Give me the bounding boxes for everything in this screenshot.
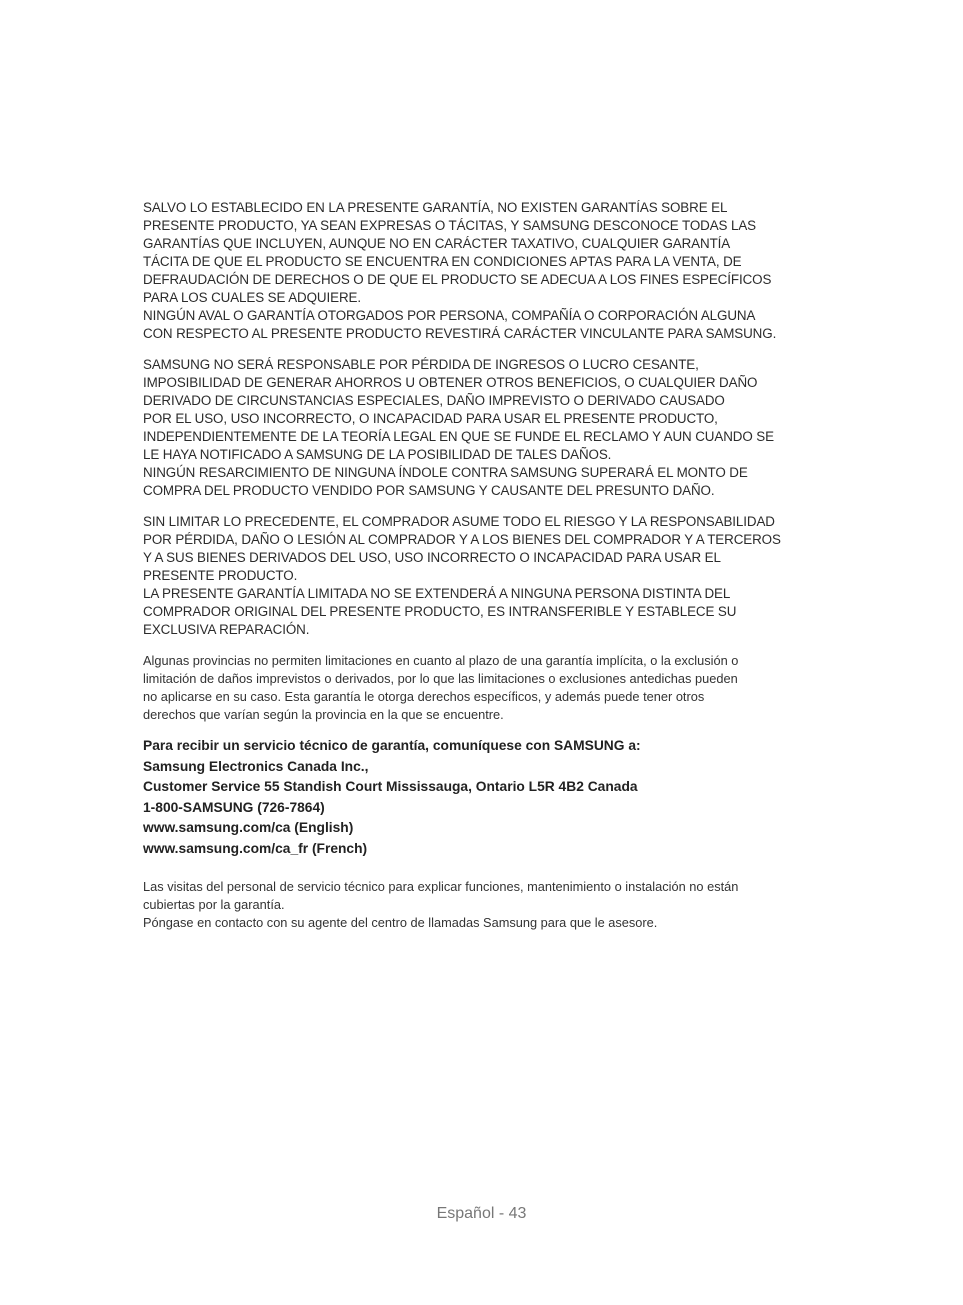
contact-company: Samsung Electronics Canada Inc., [143,758,369,774]
contact-address: Customer Service 55 Standish Court Mississauga, Ontario L5R 4B2 Canada [143,779,638,794]
contact-block [143,736,843,859]
contact-heading: Para recibir un servicio técnico de garantía, comuníquese con SAMSUNG a: [143,738,641,753]
warranty-text [143,199,843,932]
paragraph-provincial-rights: Algunas provincias no permiten limitaciones en cuanto al plazo de una garantía implícita, o la exclusión o limitación de daños imprevistos o derivados, por lo que las limitaciones o exclusiones antedichas pueden no aplicarse en su caso. Esta garantía le otorga derechos específicos, y además puede tener otros derechos que varían según la provincia en la que se encuentre. [143,653,739,722]
contact-phone: 1-800-SAMSUNG (726-7864) [143,799,325,815]
contact-web-french: www.samsung.com/ca_fr (French) [143,840,368,856]
contact-web-english: www.samsung.com/ca (English) [143,820,354,835]
paragraph-liability-limits: SAMSUNG NO SERÁ RESPONSABLE POR PÉRDIDA DE INGRESOS O LUCRO CESANTE, IMPOSIBILIDAD DE GENERAR AHORROS U OBTENER OTROS BENEFICIOS, O CUALQUIER DAÑO DERIVADO DE CIRCUNSTANCIAS ESPECIALES, DAÑO IMPREVISTO O DERIVADO CAUSADO POR EL USO, USO INCORRECTO, O INCAPACIDAD PARA USAR EL PRESENTE PRODUCTO, INDEPENDIENTEMENTE DE LA TEORÍA LEGAL EN QUE SE FUNDE EL RECLAMO Y AUN CUANDO SE LE HAYA NOTIFICADO A SAMSUNG DE LA POSIBILIDAD DE TALES DAÑOS. NINGÚN RESARCIMIENTO DE NINGUNA ÍNDOLE CONTRA SAMSUNG SUPERARÁ EL MONTO DE COMPRA DEL PRODUCTO VENDIDO POR SAMSUNG Y CAUSANTE DEL PRESUNTO DAÑO. [143,357,774,498]
paragraph-no-other-warranties: SALVO LO ESTABLECIDO EN LA PRESENTE GARANTÍA, NO EXISTEN GARANTÍAS SOBRE EL PRESENTE PRODUCTO, YA SEAN EXPRESAS O TÁCITAS, Y SAMSUNG DESCONOCE TODAS LAS GARANTÍAS QUE INCLUYEN, AUNQUE NO EN CARÁCTER TAXATIVO, CUALQUIER GARANTÍA TÁCITA DE QUE EL PRODUCTO SE ENCUENTRA EN CONDICIONES APTAS PARA LA VENTA, DE DEFRAUDACIÓN DE DERECHOS O DE QUE EL PRODUCTO SE ADECUA A LOS FINES ESPECÍFICOS PARA LOS CUALES SE ADQUIERE. NINGÚN AVAL O GARANTÍA OTORGADOS POR PERSONA, COMPAÑÍA O CORPORACIÓN ALGUNA CON RESPECTO AL PRESENTE PRODUCTO REVESTIRÁ CARÁCTER VINCULANTE PARA SAMSUNG. [143,200,777,341]
page-number: Español - 43 [436,1205,527,1222]
paragraph-service-visits: Las visitas del personal de servicio técnico para explicar funciones, mantenimiento o instalación no están cubiertas por la garantía. Póngase en contacto con su agente del centro de llamadas Samsung para que le asesore. [143,879,739,930]
paragraph-buyer-risk: SIN LIMITAR LO PRECEDENTE, EL COMPRADOR ASUME TODO EL RIESGO Y LA RESPONSABILIDAD POR PÉRDIDA, DAÑO O LESIÓN AL COMPRADOR Y A LOS BIENES DEL COMPRADOR Y A TERCEROS Y A SUS BIENES DERIVADOS DEL USO, USO INCORRECTO O INCAPACIDAD PARA USAR EL PRESENTE PRODUCTO. LA PRESENTE GARANTÍA LIMITADA NO SE EXTENDERÁ A NINGUNA PERSONA DISTINTA DEL COMPRADOR ORIGINAL DEL PRESENTE PRODUCTO, ES INTRANSFERIBLE Y ESTABLECE SU EXCLUSIVA REPARACIÓN. [143,514,781,637]
